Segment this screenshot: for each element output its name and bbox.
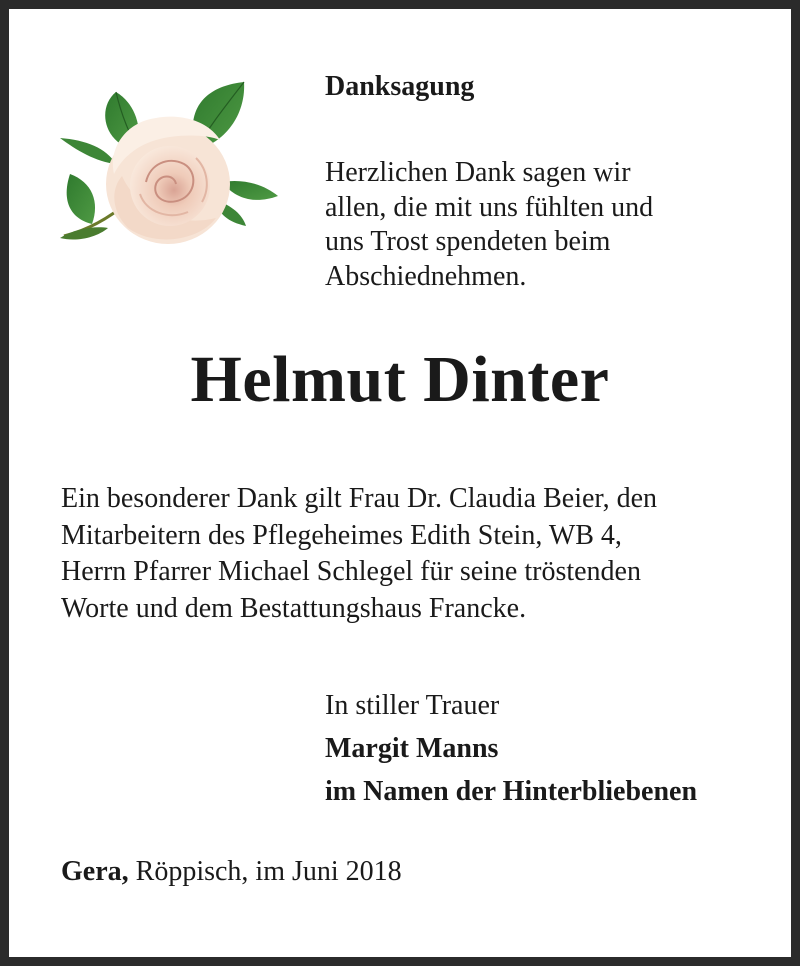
intro-line: Abschiednehmen. <box>325 260 527 292</box>
deceased-name: Helmut Dinter <box>190 343 610 416</box>
place-date-line <box>61 855 402 889</box>
intro-line: uns Trost spendeten beim <box>325 226 611 257</box>
rose-icon <box>56 78 282 258</box>
intro-paragraph <box>325 156 653 294</box>
thanks-line: Worte und dem Bestattungshaus Francke. <box>61 592 527 624</box>
place-date: Röppisch, im Juni 2018 <box>128 856 402 887</box>
notice-heading: Danksagung <box>325 71 475 102</box>
mourner-name: Margit Manns <box>325 733 499 764</box>
on-behalf-line: im Namen der Hinterbliebenen <box>325 776 698 807</box>
place-city: Gera, <box>61 856 129 887</box>
thanks-line: Ein besonderer Dank gilt Frau Dr. Claudia Beier, den <box>61 483 658 514</box>
mourning-line: In stiller Trauer <box>325 690 500 721</box>
thanks-paragraph <box>61 481 657 627</box>
intro-line: allen, die mit uns fühlten und <box>325 191 654 223</box>
thanks-line: Herrn Pfarrer Michael Schlegel für seine tröstenden <box>61 556 641 587</box>
thanks-line: Mitarbeitern des Pflegeheimes Edith Stein, WB 4, <box>61 519 622 551</box>
intro-line: Herzlichen Dank sagen wir <box>325 157 631 188</box>
signature-block <box>325 684 697 813</box>
